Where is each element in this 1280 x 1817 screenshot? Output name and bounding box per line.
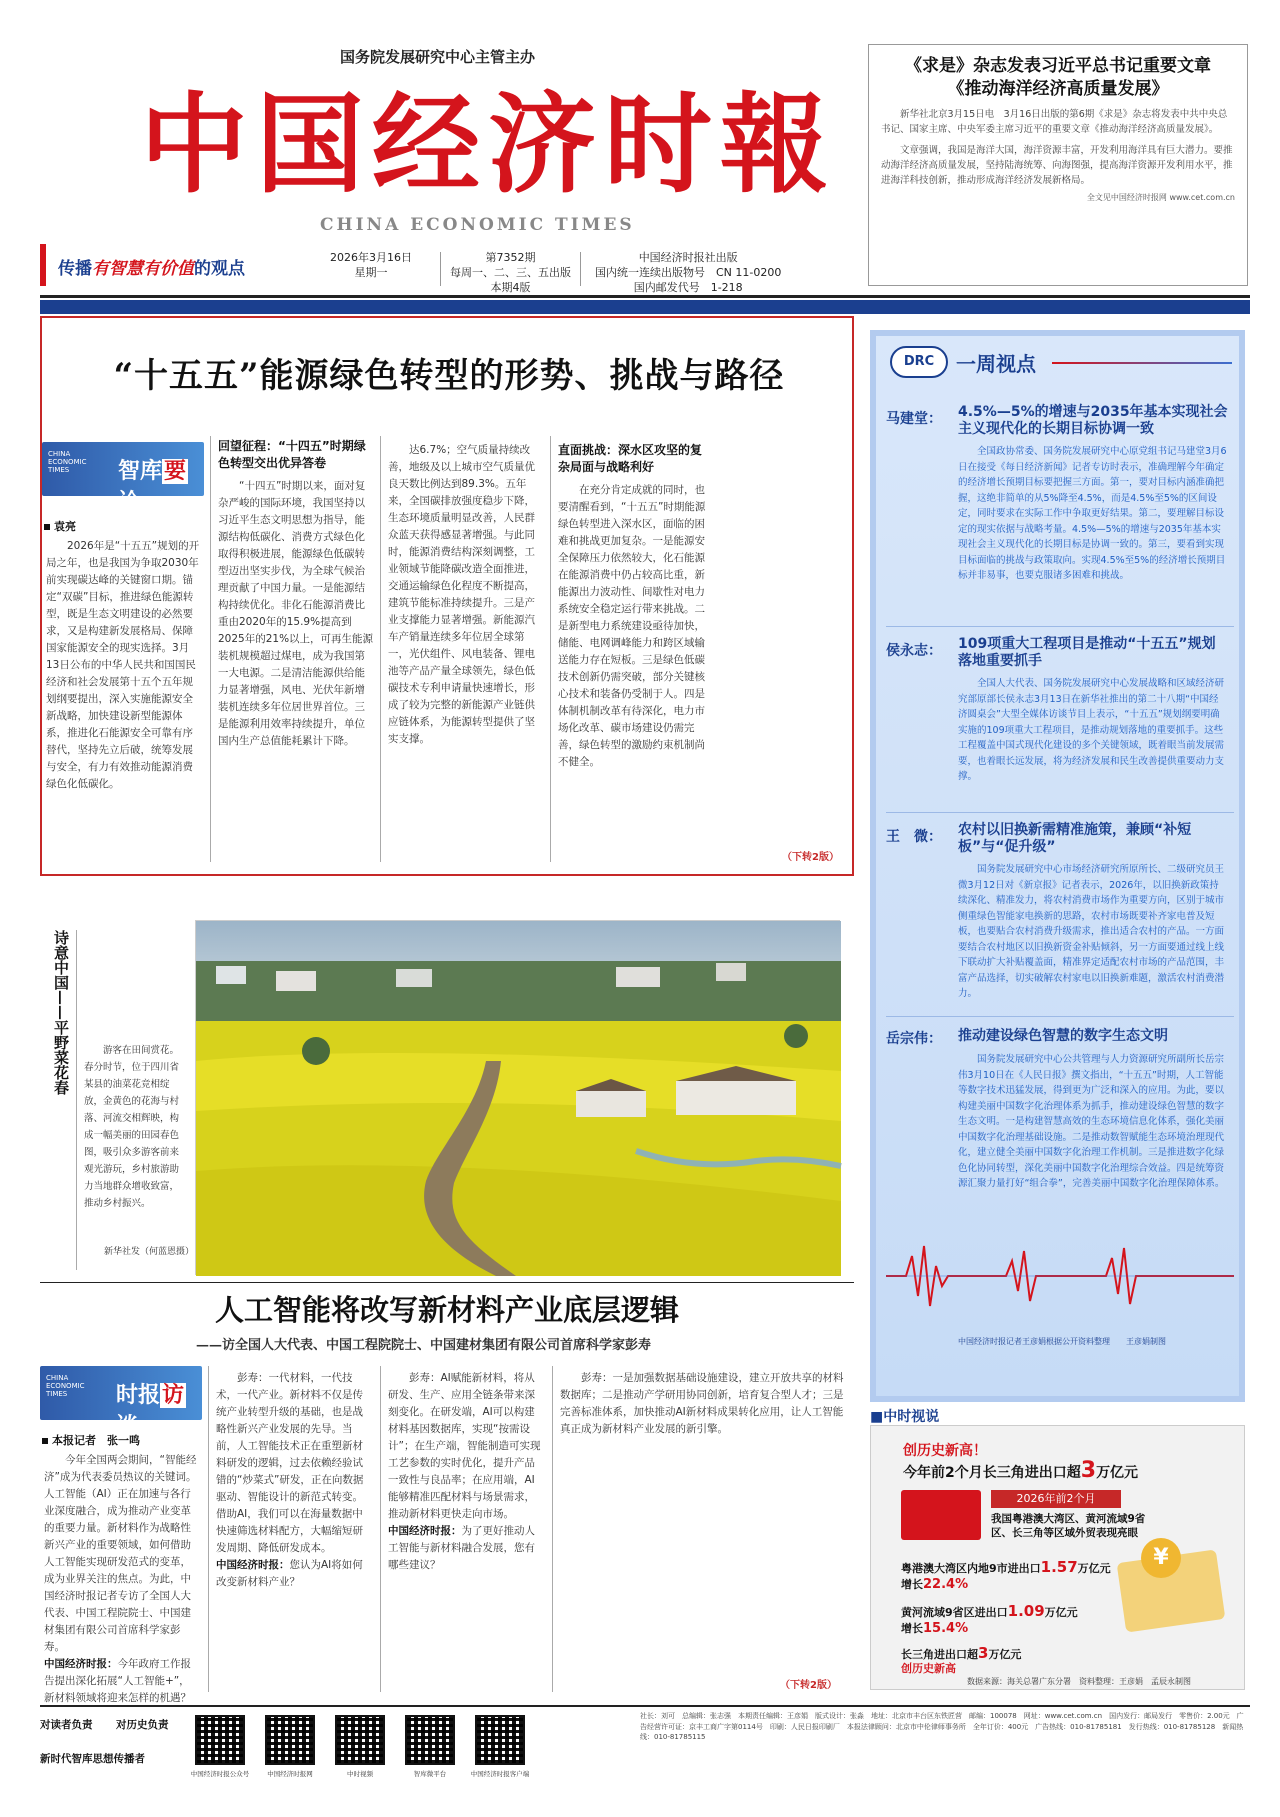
yellow-river-stat xyxy=(901,1602,1078,1620)
lead-paragraph: 文章强调，我国是海洋大国，海洋资源丰富，开发利用海洋具有巨大潜力。要推动海洋经济高质量发展，坚持陆海统筹、向海图强，提高海洋资源开发利用水平，推进海洋科技创新，推动形成海洋经济发展新格局。 xyxy=(881,145,1233,186)
question-label: 中国经济时报： xyxy=(388,1525,462,1537)
badge-tag: CHINA ECONOMIC TIMES xyxy=(46,1374,85,1398)
feature-continued[interactable]: （下转2版） xyxy=(782,852,839,863)
date-block xyxy=(330,250,412,280)
page-footer xyxy=(40,1705,1250,1783)
newspaper-logo-english: CHINA ECONOMIC TIMES xyxy=(320,215,635,235)
masthead-rule xyxy=(40,295,1250,298)
interview-top-rule xyxy=(40,1282,854,1283)
yen-coin-icon: ¥ xyxy=(1141,1538,1181,1578)
rapeseed-field-photo[interactable] xyxy=(195,920,840,1275)
badge-word-3: 论 xyxy=(118,490,141,515)
photo-section-title: 诗意中国——平野菜花春 xyxy=(52,930,70,1095)
yr-growth-label: 增长 xyxy=(901,1622,923,1635)
footer-motto-1: 对读者负责 xyxy=(40,1719,93,1731)
truck-icon xyxy=(901,1490,981,1540)
slogan-bar xyxy=(40,244,860,294)
yr-value: 1.09 xyxy=(1007,1602,1045,1620)
slogan xyxy=(58,254,245,279)
slogan-prefix: 传播 xyxy=(58,259,92,279)
yrd-value: 3 xyxy=(978,1644,989,1662)
badge-word-1: 时报 xyxy=(116,1383,161,1408)
interview-column-1 xyxy=(44,1452,200,1704)
interview-headline[interactable]: 人工智能将改写新材料产业底层逻辑 xyxy=(214,1293,679,1327)
slogan-highlight-2: 有价值 xyxy=(143,259,194,279)
column-badge-interview xyxy=(40,1366,202,1439)
yr-growth xyxy=(901,1620,968,1636)
qr-code[interactable] xyxy=(195,1715,245,1765)
infographic-source: 数据来源：海关总署广东分署 资料整理：王彦娟 孟辰永制图 xyxy=(967,1677,1191,1686)
panel-footer-credit: 中国经济时报记者王彦娟根据公开资料整理 王彦娟制图 xyxy=(958,1337,1166,1346)
photo-illustration xyxy=(196,921,841,1276)
viewpoint-title[interactable]: 农村以旧换新需精准施策，兼顾“补短板”与“促升级” xyxy=(958,822,1192,855)
headline-value: 3 xyxy=(1080,1458,1097,1483)
question-label: 中国经济时报： xyxy=(44,1658,118,1670)
interview-author: 本报记者 张一鸣 xyxy=(42,1432,140,1448)
answer-1: 彭寿：一代材料，一代技术，一代产业。新材料不仅是传统产业转型升级的基础，也是战略性新兴产业发展的先导。当前，人工智能技术正在重塑新材料研发的逻辑，过去依赖经验试错的“炒菜式”研发，正在向数据驱动、智能设计的新范式转变。借助AI，我们可以在海量数据中快速筛选材料配方，大幅缩短研发周期、降低研发成本。 xyxy=(216,1372,364,1554)
issue-pages: 本期4版 xyxy=(490,281,531,294)
column-divider xyxy=(380,1366,381,1692)
question-2: 您认为AI将如何改变新材料产业？ xyxy=(216,1559,363,1588)
column-divider xyxy=(380,436,381,862)
badge-title xyxy=(118,454,204,516)
question-3: 为了更好推动人工智能与新材料融合发展，您有哪些建议？ xyxy=(388,1525,535,1571)
lead-paragraph: 新华社北京3月15日电 3月16日出版的第6期《求是》杂志将发表中共中央总书记、国家主席、中央军委主席习近平的重要文章《推动海洋经济高质量发展》。 xyxy=(881,109,1228,135)
meta-divider xyxy=(440,252,441,286)
feature-author: 袁亮 xyxy=(44,518,76,534)
feature-subhead-1: 回望征程：“十四五”时期绿色转型交出优异答卷 xyxy=(218,439,366,470)
footer-motto-3: 新时代智库思想传播者 xyxy=(40,1753,145,1765)
lead-title-line1[interactable]: 《求是》杂志发表习近平总书记重要文章 xyxy=(905,56,1211,76)
photo-credit: 新华社发（何蓝恩摄） xyxy=(104,1247,195,1257)
infographic-headline xyxy=(903,1458,1138,1483)
interview-column-4: 彭寿：一是加强数据基础设施建设，建立开放共享的材料数据库；二是推动产学研用协同创新，培育复合型人才；三是完善标准体系，加快推动AI新材料成果转化应用，让人工智能真正成为新材料产业发展的新引擎。 xyxy=(560,1372,844,1435)
lead-title-line2[interactable]: 《推动海洋经济高质量发展》 xyxy=(947,79,1169,99)
slogan-highlight-1: 有智慧 xyxy=(92,259,143,279)
gba-growth xyxy=(901,1576,968,1592)
cn-number: 国内统一连续出版物号 CN 11-0200 xyxy=(595,266,782,279)
badge-word-2: 访 xyxy=(162,1383,185,1408)
badge-word-1: 智库 xyxy=(118,459,163,484)
viewpoint-body: 国务院发展研究中心公共管理与人力资源研究所副所长岳宗伟3月10日在《人民日报》撰文指出，“十五五”时期，人工智能等数字技术迅猛发展，得到更为广泛和深入的应用。为此，要以构建美丽中国数字化治理体系为抓手，推动建设绿色智慧的数字生态文明。一是构建智慧高效的生态环境信息化体系，强化美丽中国数字化治理基础设施。二是推动数智赋能生态环境治理现代化，建立健全美丽中国数字化治理工作机制。三是推进数字化绿色化协同转型，深化美丽中国数字化治理综合效益。四是统筹资源汇聚力量打好“组合拳”，完善美丽中国数字化治理保障体系。 xyxy=(958,1054,1225,1189)
footer-motto-2: 对历史负责 xyxy=(116,1719,169,1731)
qr-label: 智库微平台 xyxy=(413,1770,447,1778)
qr-code[interactable] xyxy=(475,1715,525,1765)
viewpoint-divider xyxy=(886,626,1234,627)
gba-stat xyxy=(901,1558,1111,1576)
masthead-band xyxy=(40,300,1250,314)
badge-tag: CHINA ECONOMIC TIMES xyxy=(48,450,87,474)
publisher-block xyxy=(595,250,781,295)
lead-source: 全文见中国经济时报网 www.cet.com.cn xyxy=(1086,193,1235,202)
soundwave-graphic xyxy=(886,1236,1234,1316)
yr-label: 黄河流域9省区进出口 xyxy=(901,1606,1008,1619)
column-badge-thinktank xyxy=(42,442,204,515)
question-label: 中国经济时报： xyxy=(216,1559,290,1571)
viewpoint-title[interactable]: 109项重大工程项目是推动“十五五”规划落地重要抓手 xyxy=(958,636,1216,669)
postal-code: 国内邮发代号 1-218 xyxy=(633,281,743,294)
qr-code[interactable] xyxy=(265,1715,315,1765)
viewpoint-divider xyxy=(886,1016,1234,1017)
column-divider xyxy=(552,1366,553,1692)
publisher: 中国经济时报社出版 xyxy=(638,251,738,264)
qr-label: 中时视频 xyxy=(347,1770,373,1778)
gba-unit: 万亿元 xyxy=(1077,1562,1111,1575)
feature-column-3: 达6.7%；空气质量持续改善，地级及以上城市空气质量优良天数比例达到89.3%。五年来，全国碳排放强度稳步下降，生态环境质量明显改善，人民群众蓝天获得感显著增强。与此同时，能源消费结构深刻调整，工业领域节能降碳改造全面推进，交通运输绿色化程度不断提高，建筑节能标准持续提升。三是产业支撑能力显著增强。新能源汽车产销量连续多年位居全球第一，光伏组件、风电装备、锂电池等产品产量全球领先，绿色低碳技术专利申请量快速增长，形成了较为完整的新能源产业链供应链体系，为能源转型提供了坚实支撑。 xyxy=(388,444,535,745)
feature-subhead-2: 直面挑战：深水区攻坚的复杂局面与战略利好 xyxy=(558,443,703,474)
slogan-suffix: 的观点 xyxy=(194,259,245,279)
newspaper-logo: 中国经济时報 xyxy=(140,82,837,208)
yrd-record: 创历史新高 xyxy=(901,1662,956,1675)
column-divider xyxy=(550,436,551,862)
interview-intro: 今年全国两会期间，“智能经济”成为代表委员热议的关键词。人工智能（AI）正在加速与各行业深度融合，成为推动产业变革的重要力量。新材料作为战略性新兴产业的重要领域，如何借助人工智能实现研发范式的变革，成为业界关注的焦点。为此，中国经济时报记者专访了全国人大代表、中国工程院院士、中国建材集团有限公司首席科学家彭寿。 xyxy=(44,1454,197,1653)
issue-number: 第7352期 xyxy=(485,251,536,264)
regions-summary: 我国粤港澳大湾区、黄河流域9省区、长三角等区域外贸表现亮眼 xyxy=(991,1513,1146,1539)
viewpoint-body: 全国政协常委、国务院发展研究中心原党组书记马建堂3月6日在接受《每日经济新闻》记者专访时表示，准确理解今年确定的经济增长预期目标要把握三方面。第一，要对目标内涵准确把握，这绝非简单的从5%降至4.5%，而是4.5%至5%的区间设定，同时要求在实际工作中争取更好结果。第二，要理解目标设定的现实依据与战略考量。4.5%—5%的增速与2035年基本实现社会主义现代化的长期目标是协调一致的。第三，要看到实现目标面临的挑战与政策取向。实现4.5%至5%的经济增长预期目标并非易事，也要克服诸多困难和挑战。 xyxy=(958,446,1227,581)
issue-date: 2026年3月16日 xyxy=(330,251,412,264)
qr-code[interactable] xyxy=(335,1715,385,1765)
speaker-name: 王 微： xyxy=(886,829,942,845)
gba-value: 1.57 xyxy=(1040,1558,1078,1576)
lead-article xyxy=(868,44,1248,286)
viewpoint-title[interactable]: 推动建设绿色智慧的数字生态文明 xyxy=(958,1028,1168,1044)
column-divider xyxy=(210,436,211,862)
badge-word-2: 要 xyxy=(164,459,187,484)
yrd-label: 长三角进出口超 xyxy=(901,1648,978,1661)
interview-continued[interactable]: （下转2版） xyxy=(780,1680,837,1691)
viewpoint-divider xyxy=(886,812,1234,813)
qr-label: 中国经济时报公众号 xyxy=(190,1770,250,1778)
badge-title xyxy=(116,1378,202,1440)
feature-column-1: 2026年是“十五五”规划的开局之年，也是我国为争取2030年前实现碳达峰的关键窗口期。锚定“双碳”目标，推进绿色能源转型，既是生态文明建设的必然要求，又是构建新发展格局、保障国家能源安全的现实选择。3月13日公布的中华人民共和国国民经济和社会发展第十五个五年规划纲要提出，深入实施能源安全新战略，加快建设新型能源体系，推进化石能源安全可靠有序替代，坚持先立后破，统筹发展与安全，有力有效推动能源消费绿色化低碳化。 xyxy=(46,540,200,790)
qr-label: 中国经济时报网 xyxy=(267,1770,313,1778)
yr-growth-value: 15.4% xyxy=(923,1621,969,1636)
column-divider xyxy=(208,1366,209,1692)
meta-divider xyxy=(580,252,581,286)
answer-2: 彭寿：AI赋能新材料，将从研发、生产、应用全链条带来深刻变化。在研发端，AI可以构建材料基因数据库，实现“按需设计”；在生产端，智能制造可实现工艺参数的实时优化，提升产品一致性与良品率；在应用端，AI能够精准匹配材料与场景需求，推动新材料更快走向市场。 xyxy=(388,1372,541,1520)
interview-column-3 xyxy=(388,1370,544,1692)
drc-logo: DRC xyxy=(890,346,948,378)
question-1: 今年政府工作报告提出深化拓展“人工智能+”，新材料领域将迎来怎样的机遇？ xyxy=(44,1658,191,1704)
masthead xyxy=(40,40,860,294)
record-label: 创历史新高！ xyxy=(903,1443,987,1459)
weekly-viewpoints-panel xyxy=(870,330,1245,1402)
viewpoint-body: 全国人大代表、国务院发展研究中心发展战略和区域经济研究部原部长侯永志3月13日在新华社推出的第二十八期“中国经济圆桌会”大型全媒体访谈节目上表示，“十五五”规划纲要明确实施的109项重大工程项目，是推动规划落地的重要抓手。这些工程覆盖中国式现代化建设的多个关键领域，既着眼当前发展需要，也着眼长远发展，将为经济发展和民生改善提供重要动力支撑。 xyxy=(958,678,1225,782)
supervisor-line: 国务院发展研究中心主管主办 xyxy=(340,48,536,66)
panel-title-underline xyxy=(1052,362,1232,364)
issue-weekday: 星期一 xyxy=(354,266,388,279)
slogan-accent xyxy=(40,244,46,286)
issue-schedule: 每周一、二、三、五出版 xyxy=(450,266,571,279)
gba-growth-value: 22.4% xyxy=(923,1577,969,1592)
speaker-name: 侯永志： xyxy=(886,643,942,659)
period-label: 2026年前2个月 xyxy=(991,1490,1121,1508)
photo-caption: 游客在田间赏花。春分时节，位于四川省某县的油菜花竞相绽放，金黄色的花海与村落、河流交相辉映，构成一幅美丽的田园春色图，吸引众多游客前来观光游玩，乡村旅游助力当地群众增收致富，推动乡村振兴。 xyxy=(84,1045,180,1209)
feature-column-2: “十四五”时期以来，面对复杂严峻的国际环境，我国坚持以习近平生态文明思想为指导，能源结构低碳化、消费方式绿色化取得积极进展，能源绿色低碳转型迈出坚实步伐，为全球气候治理贡献了中国力量。一是能源结构持续优化。非化石能源消费比重由2020年的15.9%提高到2025年的21%以上，可再生能源装机规模超过煤电，成为我国第一大电源。二是清洁能源供给能力显著增强，风电、光伏年新增装机连续多年位居世界首位。三是能源利用效率持续提升，单位国内生产总值能耗累计下降。 xyxy=(218,480,374,747)
headline-prefix: 今年前2个月长三角进出口超 xyxy=(903,1465,1081,1481)
photo-divider xyxy=(76,930,77,1270)
imprint-info: 社长：刘可 总编辑：张志强 本期责任编辑：王彦娟 版式设计：张淼 地址：北京市丰台区东铁匠营 邮编：100078 网址：www.cet.com.cn 国内发行：邮局发行 零售价：2.00元 广告经营许可证：京丰工商广字第0114号 印刷：人民日报印刷厂 本报法律顾问：北京市中伦律师事务所 全年订价：400元 广告热线：010-81785181 发行热线：010-81785128 新闻热线：010-81785115 xyxy=(640,1712,1244,1741)
viewpoint-body: 国务院发展研究中心市场经济研究所原所长、二级研究员王微3月12日对《新京报》记者表示，2026年，以旧换新政策持续深化、精准发力，将农村消费市场作为重要方向，区别于城市侧重绿色智能家电换新的思路，农村市场既要补齐家电普及短板，也要贴合农村消费升级需求，推出适合农村的产品。一方面要结合农村地区以旧换新资金补贴倾斜，另一方面要通过线上线下联动扩大补贴覆盖面，精准界定适配农村市场的产品范围，丰富产品选择，切实破解农村家电以旧换新难题，激活农村消费潜力。 xyxy=(958,864,1225,999)
headline-unit: 万亿元 xyxy=(1096,1465,1139,1481)
qr-label: 中国经济时报客户端 xyxy=(470,1770,530,1778)
video-section-label: ■中时视说 xyxy=(870,1409,940,1425)
viewpoint-title[interactable]: 4.5%—5%的增速与2035年基本实现社会主义现代化的长期目标协调一致 xyxy=(958,404,1228,437)
issue-block xyxy=(450,250,571,295)
interview-column-2 xyxy=(216,1370,372,1692)
speaker-name: 马建堂： xyxy=(886,411,942,427)
speaker-name: 岳宗伟： xyxy=(886,1031,942,1047)
panel-title: 一周视点 xyxy=(956,352,1036,376)
yrd-unit: 万亿元 xyxy=(988,1648,1022,1661)
gba-label: 粤港澳大湾区内地9市进出口 xyxy=(901,1562,1041,1575)
gba-growth-label: 增长 xyxy=(901,1578,923,1591)
yr-unit: 万亿元 xyxy=(1044,1606,1078,1619)
trade-infographic[interactable] xyxy=(870,1425,1245,1690)
feature-headline[interactable]: “十五五”能源绿色转型的形势、挑战与路径 xyxy=(113,356,785,396)
badge-word-3: 谈 xyxy=(116,1414,139,1439)
qr-code[interactable] xyxy=(405,1715,455,1765)
feature-article xyxy=(40,316,854,876)
interview-subhead: ——访全国人大代表、中国工程院院士、中国建材集团有限公司首席科学家彭寿 xyxy=(196,1338,652,1353)
feature-column-4: 在充分肯定成就的同时，也要清醒看到，“十五五”时期能源绿色转型进入深水区，面临的困难和挑战更加复杂。一是能源安全保障压力依然较大，化石能源在能源消费中仍占较高比重，新能源出力波动性、间歇性对电力系统安全稳定运行带来挑战。二是新型电力系统建设亟待加快，储能、电网调峰能力和跨区域输送能力存在短板。三是绿色低碳技术创新仍需突破，部分关键核心技术和装备仍受制于人。四是体制机制改革有待深化，电力市场化改革、碳市场建设仍需完善，绿色转型的激励约束机制尚不健全。 xyxy=(558,484,706,768)
